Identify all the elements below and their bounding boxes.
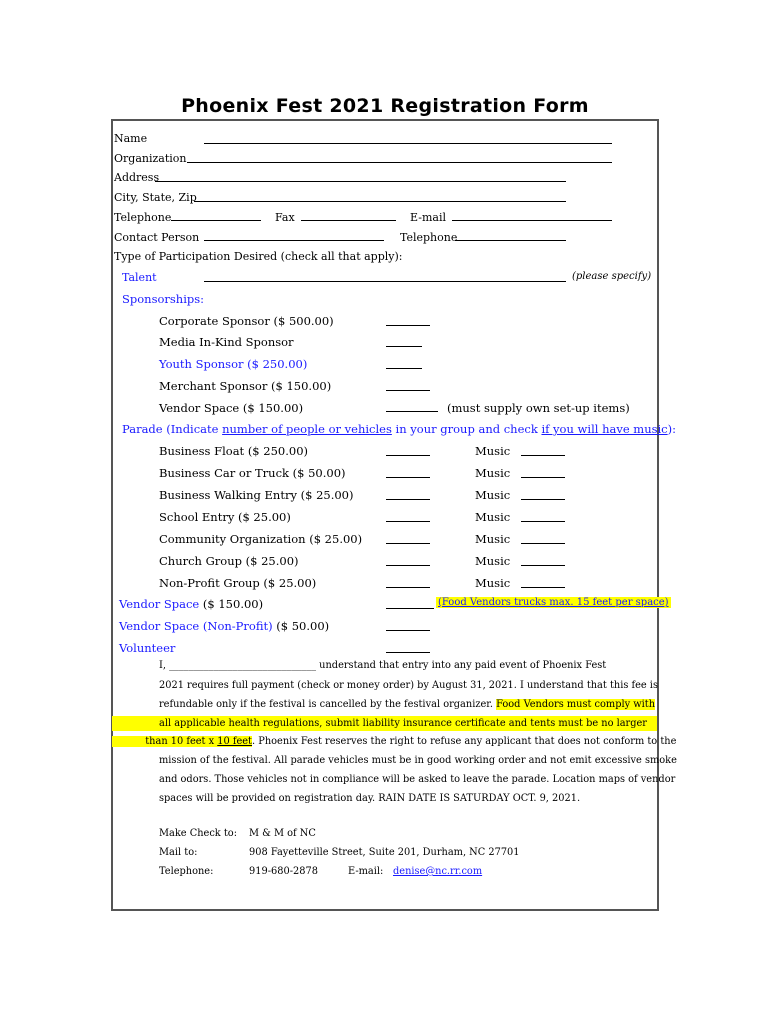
contact-person-field[interactable] xyxy=(204,240,384,241)
vendor-space-field[interactable] xyxy=(386,608,434,609)
agreement-l5-post: . Phoenix Fest reserves the right to refuse any applicant that does not conform to the xyxy=(252,736,677,747)
telephone-label: Telephone xyxy=(114,211,172,224)
agreement-l5-hl-a: than 10 feet x xyxy=(145,736,218,747)
agreement-l3-highlight: Food Vendors must comply with xyxy=(496,699,656,710)
agreement-line-6: mission of the festival. All parade vehicles must be in good working order and not emit excessive smoke xyxy=(159,755,677,766)
music-label: Music xyxy=(475,532,511,546)
payment-telephone-value: 919-680-2878 xyxy=(249,866,318,877)
agreement-l3-pre: refundable only if the festival is cancelled by the festival organizer. xyxy=(159,699,497,710)
make-check-label: Make Check to: xyxy=(159,828,237,839)
sponsor-youth: Youth Sponsor ($ 250.00) xyxy=(159,357,308,371)
volunteer-field[interactable] xyxy=(386,652,430,653)
parade-heading-people: number of people or vehicles xyxy=(222,422,392,436)
vendor-np-field[interactable] xyxy=(386,630,430,631)
agreement-line-8: spaces will be provided on registration day. RAIN DATE IS SATURDAY OCT. 9, 2021. xyxy=(159,793,581,804)
vendor-space-price: ($ 150.00) xyxy=(199,597,264,611)
parade-business-float-music[interactable] xyxy=(521,455,565,456)
telephone2-label: Telephone xyxy=(400,231,458,244)
address-field[interactable] xyxy=(155,181,566,182)
parade-walking-entry: Business Walking Entry ($ 25.00) xyxy=(159,488,354,502)
vendor-setup-note: (must supply own set-up items) xyxy=(447,401,630,415)
email-label: E-mail xyxy=(410,211,446,224)
music-label: Music xyxy=(475,488,511,502)
parade-nonprofit-group-music[interactable] xyxy=(521,587,565,588)
agreement-line-3 xyxy=(159,699,655,710)
sponsor-youth-field[interactable] xyxy=(386,368,422,369)
participation-heading: Type of Participation Desired (check all that apply): xyxy=(114,250,403,263)
city-field[interactable] xyxy=(194,201,566,202)
sponsor-corporate-field[interactable] xyxy=(386,325,430,326)
music-label: Music xyxy=(475,444,511,458)
parade-business-float-field[interactable] xyxy=(386,455,430,456)
parade-church-group-field[interactable] xyxy=(386,565,430,566)
agreement-name-blank[interactable]: ______________________________ xyxy=(169,660,317,671)
city-label: City, State, Zip xyxy=(114,191,197,204)
agreement-l5-hl-b: 10 feet xyxy=(217,736,252,747)
parade-church-group: Church Group ($ 25.00) xyxy=(159,554,299,568)
agreement-line-2: 2021 requires full payment (check or money order) by August 31, 2021. I understand that this fee is xyxy=(159,680,658,691)
sponsor-vendor: Vendor Space ($ 150.00) xyxy=(159,401,304,415)
parade-nonprofit-group: Non-Profit Group ($ 25.00) xyxy=(159,576,317,590)
fax-field[interactable] xyxy=(301,220,396,221)
parade-community-org-music[interactable] xyxy=(521,543,565,544)
vendor-space-label: Vendor Space xyxy=(119,597,200,611)
talent-field[interactable] xyxy=(204,281,566,282)
food-vendor-note-text: (Food Vendors trucks max. 15 feet per space) xyxy=(438,597,669,608)
food-vendor-note xyxy=(436,597,671,608)
talent-label: Talent xyxy=(122,271,157,284)
sponsor-merchant-field[interactable] xyxy=(386,390,430,391)
parade-walking-entry-music[interactable] xyxy=(521,499,565,500)
address-label: Address xyxy=(114,171,160,184)
contact-person-label: Contact Person xyxy=(114,231,200,244)
music-label: Music xyxy=(475,576,511,590)
music-label: Music xyxy=(475,554,511,568)
parade-school-entry-field[interactable] xyxy=(386,521,430,522)
make-check-value: M & M of NC xyxy=(249,828,316,839)
sponsor-media: Media In-Kind Sponsor xyxy=(159,335,294,349)
music-label: Music xyxy=(475,510,511,524)
parade-business-float: Business Float ($ 250.00) xyxy=(159,444,309,458)
agreement-line-1 xyxy=(159,660,606,671)
volunteer-label: Volunteer xyxy=(119,641,176,655)
parade-community-org: Community Organization ($ 25.00) xyxy=(159,532,363,546)
payment-email-label: E-mail: xyxy=(348,866,384,877)
fax-label: Fax xyxy=(275,211,295,224)
sponsor-merchant: Merchant Sponsor ($ 150.00) xyxy=(159,379,332,393)
payment-email-link[interactable]: denise@nc.rr.com xyxy=(393,866,483,877)
sponsor-media-field[interactable] xyxy=(386,346,422,347)
agreement-l1-pre: I, xyxy=(159,660,170,671)
telephone-field[interactable] xyxy=(171,220,261,221)
please-specify-note: (please specify) xyxy=(572,271,652,282)
name-label: Name xyxy=(114,132,148,145)
vendor-np-label: Vendor Space (Non-Profit) xyxy=(119,619,273,633)
agreement-l1-post: understand that entry into any paid event of Phoenix Fest xyxy=(316,660,607,671)
organization-field[interactable] xyxy=(187,162,612,163)
parade-business-car-field[interactable] xyxy=(386,477,430,478)
parade-heading-pre: Parade (Indicate xyxy=(122,422,223,436)
email-field[interactable] xyxy=(452,220,612,221)
vendor-np-row xyxy=(119,619,329,633)
parade-church-group-music[interactable] xyxy=(521,565,565,566)
mail-to-label: Mail to: xyxy=(159,847,198,858)
parade-school-entry-music[interactable] xyxy=(521,521,565,522)
sponsor-corporate: Corporate Sponsor ($ 500.00) xyxy=(159,314,334,328)
parade-walking-entry-field[interactable] xyxy=(386,499,430,500)
sponsor-vendor-field[interactable] xyxy=(386,411,438,412)
parade-school-entry: School Entry ($ 25.00) xyxy=(159,510,291,524)
parade-heading xyxy=(122,422,676,436)
payment-telephone-label: Telephone: xyxy=(159,866,214,877)
telephone2-field[interactable] xyxy=(455,240,566,241)
parade-nonprofit-group-field[interactable] xyxy=(386,587,430,588)
parade-community-org-field[interactable] xyxy=(386,543,430,544)
name-field[interactable] xyxy=(204,143,612,144)
parade-heading-mid: in your group and check xyxy=(391,422,542,436)
page-title: Phoenix Fest 2021 Registration Form xyxy=(181,95,589,117)
music-label: Music xyxy=(475,466,511,480)
parade-business-car: Business Car or Truck ($ 50.00) xyxy=(159,466,346,480)
agreement-line-7: and odors. Those vehicles not in compliance will be asked to leave the parade. Location maps of vendor xyxy=(159,774,676,785)
parade-heading-post: ): xyxy=(667,422,677,436)
agreement-line-4: all applicable health regulations, submit liability insurance certificate and tents must be no larger xyxy=(112,716,657,731)
vendor-np-price: ($ 50.00) xyxy=(272,619,330,633)
parade-business-car-music[interactable] xyxy=(521,477,565,478)
parade-heading-music: if you will have music xyxy=(541,422,668,436)
mail-to-value: 908 Fayetteville Street, Suite 201, Durham, NC 27701 xyxy=(249,847,520,858)
agreement-line-5 xyxy=(112,736,676,747)
organization-label: Organization xyxy=(114,152,187,165)
vendor-space-row xyxy=(119,597,263,611)
sponsorships-heading: Sponsorships: xyxy=(122,292,205,306)
